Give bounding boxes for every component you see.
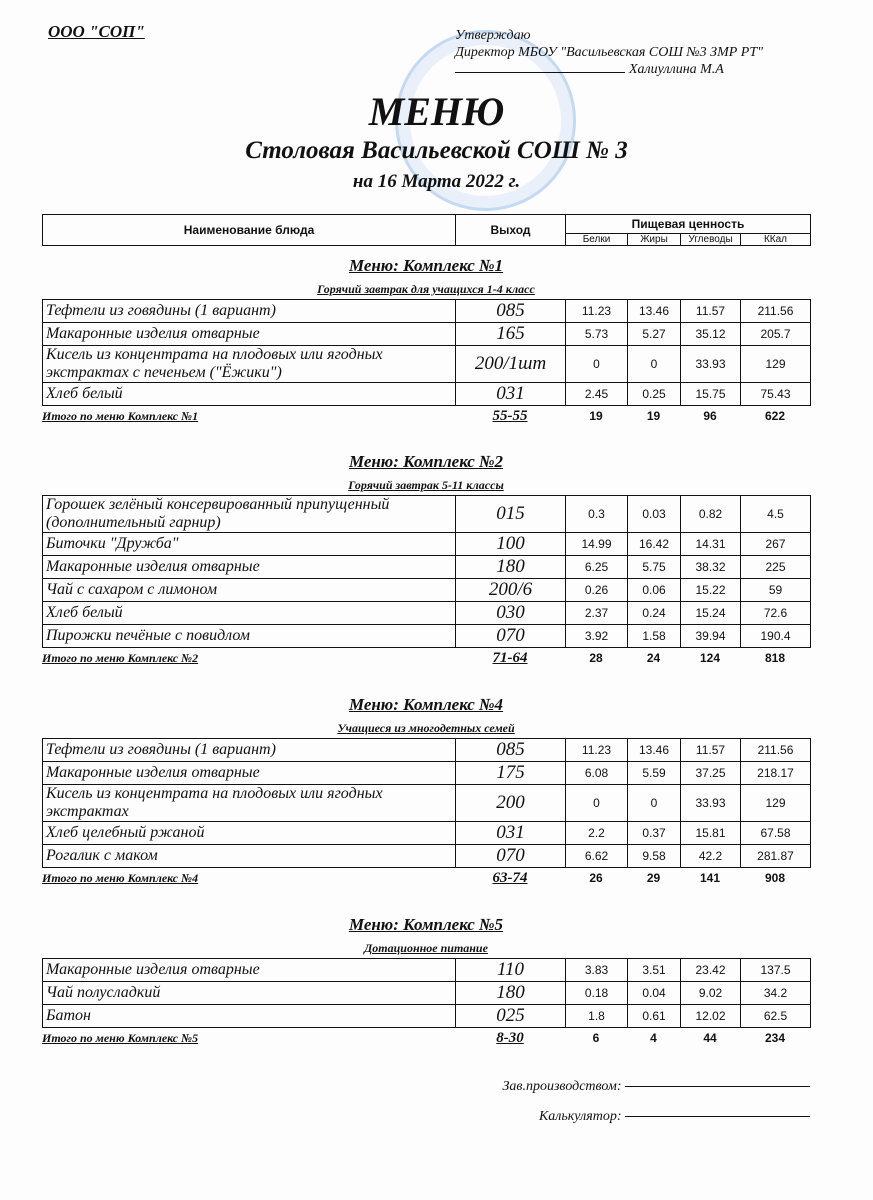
dish-table (42, 495, 811, 648)
dish-carbs: 33.93 (681, 346, 741, 383)
total-label: Итого по меню Комплекс №4 (42, 870, 199, 885)
dish-output: 070 (456, 625, 566, 648)
dish-name: Тефтели из говядины (1 вариант) (43, 739, 456, 762)
table-row (43, 982, 811, 1005)
total-output: 63-74 (492, 869, 528, 886)
table-row (43, 625, 811, 648)
dish-name: Хлеб целебный ржаной (43, 822, 456, 845)
dish-kcal: 4.5 (741, 496, 811, 533)
dish-protein: 6.25 (566, 556, 628, 579)
dish-name: Биточки "Дружба" (43, 533, 456, 556)
section-total (42, 648, 810, 668)
dish-output: 180 (456, 982, 566, 1005)
dish-carbs: 38.32 (681, 556, 741, 579)
page-subtitle: Столовая Васильевской СОШ № 3 (245, 137, 628, 164)
total-kcal: 622 (764, 409, 786, 423)
table-row (43, 785, 811, 822)
table-row (43, 1005, 811, 1028)
dish-output: 165 (456, 323, 566, 346)
dish-fat: 5.75 (628, 556, 681, 579)
dish-name: Кисель из концентрата на плодовых или ягодных экстрактах (43, 785, 456, 822)
table-row (43, 602, 811, 625)
table-row (43, 845, 811, 868)
signature-line (625, 1086, 810, 1087)
dish-protein: 6.08 (566, 762, 628, 785)
total-protein: 19 (589, 409, 603, 423)
section-total (42, 406, 810, 426)
dish-name: Чай полусладкий (43, 982, 456, 1005)
dish-name: Хлеб белый (43, 383, 456, 406)
dish-fat: 0 (628, 785, 681, 822)
dish-carbs: 39.94 (681, 625, 741, 648)
total-protein: 26 (589, 871, 603, 885)
dish-output: 085 (456, 300, 566, 323)
dish-name: Рогалик с маком (43, 845, 456, 868)
dish-protein: 0.26 (566, 579, 628, 602)
dish-output: 200/6 (456, 579, 566, 602)
dish-carbs: 33.93 (681, 785, 741, 822)
dish-name: Макаронные изделия отварные (43, 762, 456, 785)
dish-output: 180 (456, 556, 566, 579)
total-kcal: 818 (764, 651, 786, 665)
dish-name: Пирожки печёные с повидлом (43, 625, 456, 648)
dish-kcal: 218.17 (741, 762, 811, 785)
header-carbs: Углеводы (681, 234, 741, 246)
total-carbs: 96 (703, 409, 717, 423)
dish-fat: 0.37 (628, 822, 681, 845)
table-row (43, 300, 811, 323)
dish-protein: 14.99 (566, 533, 628, 556)
dish-name: Горошек зелёный консервированный припущенный (дополнительный гарнир) (43, 496, 456, 533)
dish-fat: 0.03 (628, 496, 681, 533)
dish-kcal: 137.5 (741, 959, 811, 982)
dish-output: 200 (456, 785, 566, 822)
dish-name: Батон (43, 1005, 456, 1028)
dish-kcal: 129 (741, 346, 811, 383)
dish-carbs: 15.22 (681, 579, 741, 602)
menu-section (42, 695, 810, 888)
signature-line (455, 72, 625, 73)
dish-fat: 0 (628, 346, 681, 383)
approver-name: Халиуллина М.А (629, 62, 724, 77)
dish-protein: 0.18 (566, 982, 628, 1005)
dish-name: Кисель из концентрата на плодовых или ягодных экстрактах с печеньем ("Ёжики") (43, 346, 456, 383)
dish-fat: 13.46 (628, 739, 681, 762)
dish-protein: 2.2 (566, 822, 628, 845)
dish-protein: 3.92 (566, 625, 628, 648)
total-protein: 28 (589, 651, 603, 665)
total-output: 8-30 (496, 1029, 524, 1046)
dish-carbs: 11.57 (681, 739, 741, 762)
dish-kcal: 211.56 (741, 739, 811, 762)
dish-name: Хлеб белый (43, 602, 456, 625)
dish-table (42, 299, 811, 406)
dish-protein: 3.83 (566, 959, 628, 982)
dish-output: 110 (456, 959, 566, 982)
menu-section (42, 452, 810, 668)
dish-name: Чай с сахаром с лимоном (43, 579, 456, 602)
menu-section (42, 256, 810, 426)
section-title: Меню: Комплекс №4 (348, 695, 504, 714)
dish-output: 031 (456, 383, 566, 406)
column-header-table (42, 214, 811, 246)
approval-block (455, 27, 763, 78)
total-output: 71-64 (492, 649, 528, 666)
dish-output: 025 (456, 1005, 566, 1028)
section-title: Меню: Комплекс №2 (348, 452, 504, 471)
total-fat: 24 (646, 651, 661, 665)
dish-output: 015 (456, 496, 566, 533)
total-kcal: 908 (764, 871, 786, 885)
dish-carbs: 12.02 (681, 1005, 741, 1028)
header-output: Выход (456, 215, 566, 246)
dish-output: 175 (456, 762, 566, 785)
approval-label: Утверждаю (455, 28, 531, 43)
dish-fat: 1.58 (628, 625, 681, 648)
header-name: Наименование блюда (43, 215, 456, 246)
dish-kcal: 211.56 (741, 300, 811, 323)
dish-protein: 2.45 (566, 383, 628, 406)
table-row (43, 739, 811, 762)
dish-name: Макаронные изделия отварные (43, 556, 456, 579)
total-carbs: 141 (699, 871, 721, 885)
total-carbs: 44 (703, 1031, 717, 1045)
dish-protein: 1.8 (566, 1005, 628, 1028)
header-kcal: ККал (741, 234, 811, 246)
section-total (42, 868, 810, 888)
dish-output: 031 (456, 822, 566, 845)
dish-fat: 0.04 (628, 982, 681, 1005)
section-title: Меню: Комплекс №5 (348, 915, 504, 934)
section-title: Меню: Комплекс №1 (348, 256, 504, 275)
total-output: 55-55 (492, 407, 528, 424)
dish-protein: 11.23 (566, 739, 628, 762)
dish-carbs: 23.42 (681, 959, 741, 982)
page-title: МЕНЮ (368, 89, 505, 134)
dish-output: 030 (456, 602, 566, 625)
dish-fat: 16.42 (628, 533, 681, 556)
production-manager-label: Зав.производством: (502, 1079, 622, 1094)
dish-table (42, 958, 811, 1028)
dish-protein: 0.3 (566, 496, 628, 533)
total-fat: 19 (646, 409, 661, 423)
dish-fat: 0.25 (628, 383, 681, 406)
dish-carbs: 14.31 (681, 533, 741, 556)
dish-carbs: 15.24 (681, 602, 741, 625)
table-row (43, 822, 811, 845)
organization-name: ООО "СОП" (48, 22, 145, 41)
dish-protein: 5.73 (566, 323, 628, 346)
table-row (43, 323, 811, 346)
dish-kcal: 267 (741, 533, 811, 556)
dish-output: 070 (456, 845, 566, 868)
dish-kcal: 190.4 (741, 625, 811, 648)
total-label: Итого по меню Комплекс №5 (42, 1030, 199, 1045)
dish-protein: 6.62 (566, 845, 628, 868)
table-row (43, 556, 811, 579)
dish-kcal: 281.87 (741, 845, 811, 868)
dish-fat: 13.46 (628, 300, 681, 323)
total-fat: 4 (650, 1031, 657, 1045)
header-protein: Белки (566, 234, 628, 246)
dish-carbs: 9.02 (681, 982, 741, 1005)
dish-name: Тефтели из говядины (1 вариант) (43, 300, 456, 323)
dish-table (42, 738, 811, 868)
dish-kcal: 72.6 (741, 602, 811, 625)
section-subtitle: Дотационное питание (364, 941, 488, 955)
dish-name: Макаронные изделия отварные (43, 323, 456, 346)
signatures (480, 1072, 810, 1132)
dish-output: 100 (456, 533, 566, 556)
dish-fat: 0.24 (628, 602, 681, 625)
dish-carbs: 42.2 (681, 845, 741, 868)
header-nutrition: Пищевая ценность (566, 215, 811, 234)
menu-section (42, 915, 810, 1048)
total-label: Итого по меню Комплекс №2 (42, 650, 199, 665)
dish-kcal: 62.5 (741, 1005, 811, 1028)
total-fat: 29 (646, 871, 661, 885)
table-row (43, 959, 811, 982)
dish-kcal: 75.43 (741, 383, 811, 406)
menu-date: на 16 Марта 2022 г. (352, 171, 521, 192)
table-row (43, 533, 811, 556)
dish-output: 200/1шт (456, 346, 566, 383)
dish-kcal: 59 (741, 579, 811, 602)
section-subtitle: Горячий завтрак для учащихся 1-4 класс (317, 282, 535, 296)
dish-protein: 0 (566, 346, 628, 383)
dish-name: Макаронные изделия отварные (43, 959, 456, 982)
dish-fat: 3.51 (628, 959, 681, 982)
table-row (43, 346, 811, 383)
table-row (43, 496, 811, 533)
dish-kcal: 129 (741, 785, 811, 822)
dish-carbs: 15.81 (681, 822, 741, 845)
dish-kcal: 225 (741, 556, 811, 579)
dish-carbs: 37.25 (681, 762, 741, 785)
section-total (42, 1028, 810, 1048)
total-kcal: 234 (764, 1031, 786, 1045)
total-carbs: 124 (699, 651, 721, 665)
dish-carbs: 11.57 (681, 300, 741, 323)
dish-fat: 0.61 (628, 1005, 681, 1028)
dish-carbs: 0.82 (681, 496, 741, 533)
dish-kcal: 34.2 (741, 982, 811, 1005)
section-subtitle: Учащиеся из многодетных семей (337, 721, 515, 735)
section-subtitle: Горячий завтрак 5-11 классы (348, 478, 504, 492)
dish-carbs: 15.75 (681, 383, 741, 406)
dish-carbs: 35.12 (681, 323, 741, 346)
dish-output: 085 (456, 739, 566, 762)
dish-fat: 5.27 (628, 323, 681, 346)
approver-position: Директор МБОУ "Васильевская СОШ №3 ЗМР РТ" (455, 45, 763, 60)
table-row (43, 383, 811, 406)
dish-protein: 11.23 (566, 300, 628, 323)
dish-fat: 0.06 (628, 579, 681, 602)
total-protein: 6 (592, 1031, 600, 1045)
table-row (43, 579, 811, 602)
dish-protein: 2.37 (566, 602, 628, 625)
dish-kcal: 205.7 (741, 323, 811, 346)
signature-line (625, 1116, 810, 1117)
total-label: Итого по меню Комплекс №1 (42, 408, 199, 423)
calculator-label: Калькулятор: (538, 1109, 622, 1124)
dish-protein: 0 (566, 785, 628, 822)
dish-fat: 5.59 (628, 762, 681, 785)
dish-fat: 9.58 (628, 845, 681, 868)
table-row (43, 762, 811, 785)
dish-kcal: 67.58 (741, 822, 811, 845)
header-fat: Жиры (628, 234, 681, 246)
